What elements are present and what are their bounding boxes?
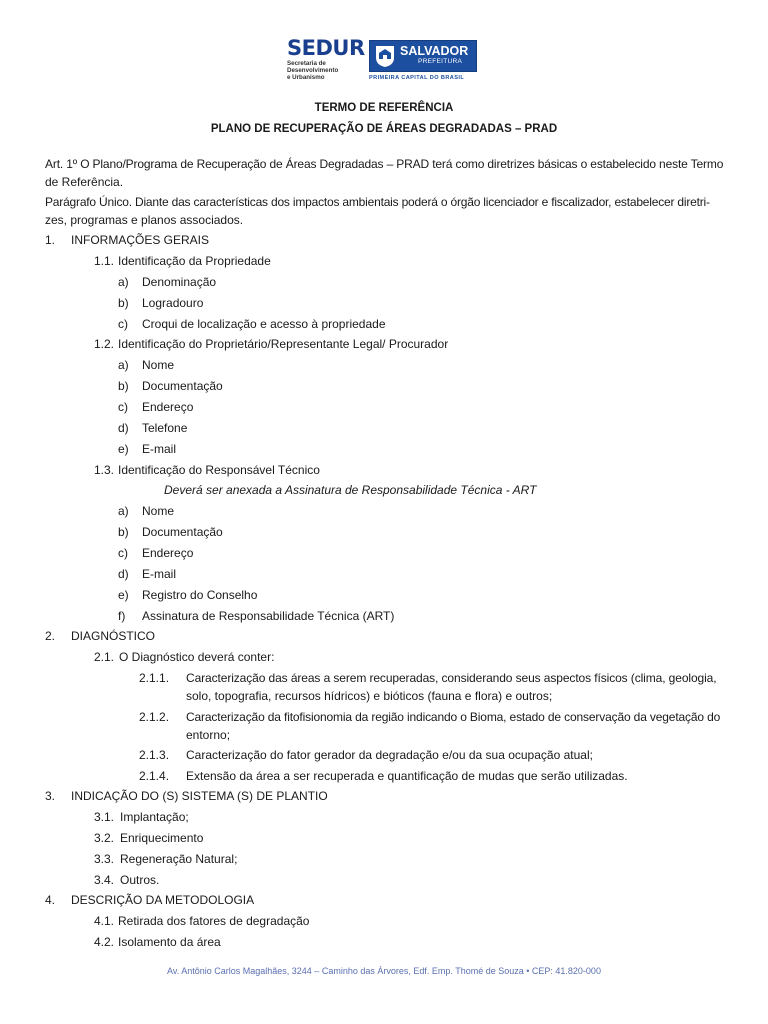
section-2-1-number: 2.1. — [94, 650, 115, 664]
list-item-letter: c) — [118, 400, 128, 414]
section-1-2-heading: Identificação do Proprietário/Representante Legal/ Procurador — [118, 337, 449, 351]
section-4-heading: DESCRIÇÃO DA METODOLOGIA — [71, 893, 255, 907]
list-item: Denominação — [142, 275, 217, 289]
section-3-item: Enriquecimento — [120, 831, 204, 845]
paragraph-unico-line-2: zes, programas e planos associados. — [45, 213, 244, 227]
list-item-letter: a) — [118, 504, 129, 518]
salvador-sub: PREFEITURA — [418, 58, 463, 65]
section-3-item-number: 3.4. — [94, 873, 115, 887]
list-item: Telefone — [142, 421, 188, 435]
list-item: Nome — [142, 504, 175, 518]
list-item-letter: e) — [118, 442, 129, 456]
section-1-number: 1. — [45, 233, 56, 247]
footer-address: Av. Antônio Carlos Magalhães, 3244 – Caminho das Árvores, Edf. Emp. Thomé de Souza • CEP: 41.820-000 — [167, 966, 601, 976]
header-logos — [287, 36, 477, 84]
art-note: Deverá ser anexada a Assinatura de Responsabilidade Técnica - ART — [164, 483, 537, 497]
list-item-letter: c) — [118, 317, 128, 331]
section-3-heading: INDICAÇÃO DO (S) SISTEMA (S) DE PLANTIO — [71, 789, 328, 803]
sedur-subtitle-2: Desenvolvimento — [287, 67, 339, 75]
list-item-letter: a) — [118, 275, 129, 289]
salvador-logo — [369, 40, 477, 81]
section-1-1-heading: Identificação da Propriedade — [118, 254, 271, 268]
section-3-item: Outros. — [120, 873, 160, 887]
section-3-item-number: 3.3. — [94, 852, 115, 866]
section-1-3-number: 1.3. — [94, 463, 115, 477]
list-item: Registro do Conselho — [142, 588, 258, 602]
sedur-logo — [287, 36, 365, 81]
section-1-1-number: 1.1. — [94, 254, 115, 268]
article-1-line-1: Art. 1º O Plano/Programa de Recuperação de Áreas Degradadas – PRAD terá como diretrizes básicas o estabelecido neste Termo — [45, 157, 724, 171]
list-item-letter: b) — [118, 379, 129, 393]
section-4-item: Isolamento da área — [118, 935, 221, 949]
list-item: Endereço — [142, 546, 194, 560]
list-item: E-mail — [142, 567, 177, 581]
section-4-item: Retirada dos fatores de degradação — [118, 914, 310, 928]
section-2-1-4-text: Extensão da área a ser recuperada e quantificação de mudas que serão utilizadas. — [186, 769, 628, 783]
list-item: E-mail — [142, 442, 177, 456]
section-4-item-number: 4.1. — [94, 914, 115, 928]
list-item: Documentação — [142, 379, 223, 393]
list-item-letter: a) — [118, 358, 129, 372]
list-item: Documentação — [142, 525, 223, 539]
section-2-1-2-line-2: entorno; — [186, 728, 231, 742]
section-2-1-2-number: 2.1.2. — [139, 710, 170, 724]
list-item-letter: b) — [118, 525, 129, 539]
section-2-1-3-text: Caracterização do fator gerador da degradação e/ou da sua ocupação atual; — [186, 748, 593, 762]
list-item: Croqui de localização e acesso à propriedade — [142, 317, 386, 331]
sedur-subtitle-1: Secretaria de — [287, 60, 326, 68]
section-2-1-4-number: 2.1.4. — [139, 769, 170, 783]
article-1-line-2: de Referência. — [45, 175, 124, 189]
section-4-item-number: 4.2. — [94, 935, 115, 949]
city-crest-icon — [374, 44, 396, 68]
list-item-letter: d) — [118, 421, 129, 435]
section-4-number: 4. — [45, 893, 56, 907]
section-2-number: 2. — [45, 629, 56, 643]
list-item-letter: d) — [118, 567, 129, 581]
section-2-1-2-line-1: Caracterização da fitofisionomia da região indicando o Bioma, estado de conservação da vegetação do — [186, 710, 721, 724]
list-item-letter: b) — [118, 296, 129, 310]
sedur-logo-text: SEDUR — [287, 36, 365, 61]
document-subtitle: PLANO DE RECUPERAÇÃO DE ÁREAS DEGRADADAS – PRAD — [210, 123, 558, 135]
section-3-item-number: 3.2. — [94, 831, 115, 845]
list-item-letter: c) — [118, 546, 128, 560]
list-item: Logradouro — [142, 296, 204, 310]
salvador-logo-text: SALVADOR — [400, 44, 469, 58]
section-3-item-number: 3.1. — [94, 810, 115, 824]
document-title: TERMO DE REFERÊNCIA — [314, 102, 454, 114]
list-item-letter: f) — [118, 609, 126, 623]
paragraph-unico-line-1: Parágrafo Único. Diante das características dos impactos ambientais poderá o órgão licenciador e fiscalizador, estabelecer diretri- — [45, 195, 710, 209]
section-3-item: Implantação; — [120, 810, 189, 824]
section-1-heading: INFORMAÇÕES GERAIS — [71, 233, 210, 247]
section-2-1-heading: O Diagnóstico deverá conter: — [119, 650, 275, 664]
sedur-subtitle-3: e Urbanismo — [287, 73, 325, 81]
section-2-heading: DIAGNÓSTICO — [71, 629, 156, 643]
section-1-3-heading: Identificação do Responsável Técnico — [118, 463, 320, 477]
section-3-item: Regeneração Natural; — [120, 852, 238, 866]
section-3-number: 3. — [45, 789, 56, 803]
list-item-letter: e) — [118, 588, 129, 602]
list-item: Assinatura de Responsabilidade Técnica (ART) — [142, 609, 395, 623]
section-2-1-1-number: 2.1.1. — [139, 671, 170, 685]
list-item: Nome — [142, 358, 175, 372]
section-2-1-1-line-2: solo, topografia, recursos hídricos) e bióticos (fauna e flora) e outros; — [186, 689, 553, 703]
salvador-tagline: PRIMEIRA CAPITAL DO BRASIL — [369, 74, 465, 81]
section-2-1-1-line-1: Caracterização das áreas a serem recuperadas, considerando seus aspectos físicos (clima, geologia, — [186, 671, 717, 685]
list-item: Endereço — [142, 400, 194, 414]
section-2-1-3-number: 2.1.3. — [139, 748, 170, 762]
section-1-2-number: 1.2. — [94, 337, 115, 351]
